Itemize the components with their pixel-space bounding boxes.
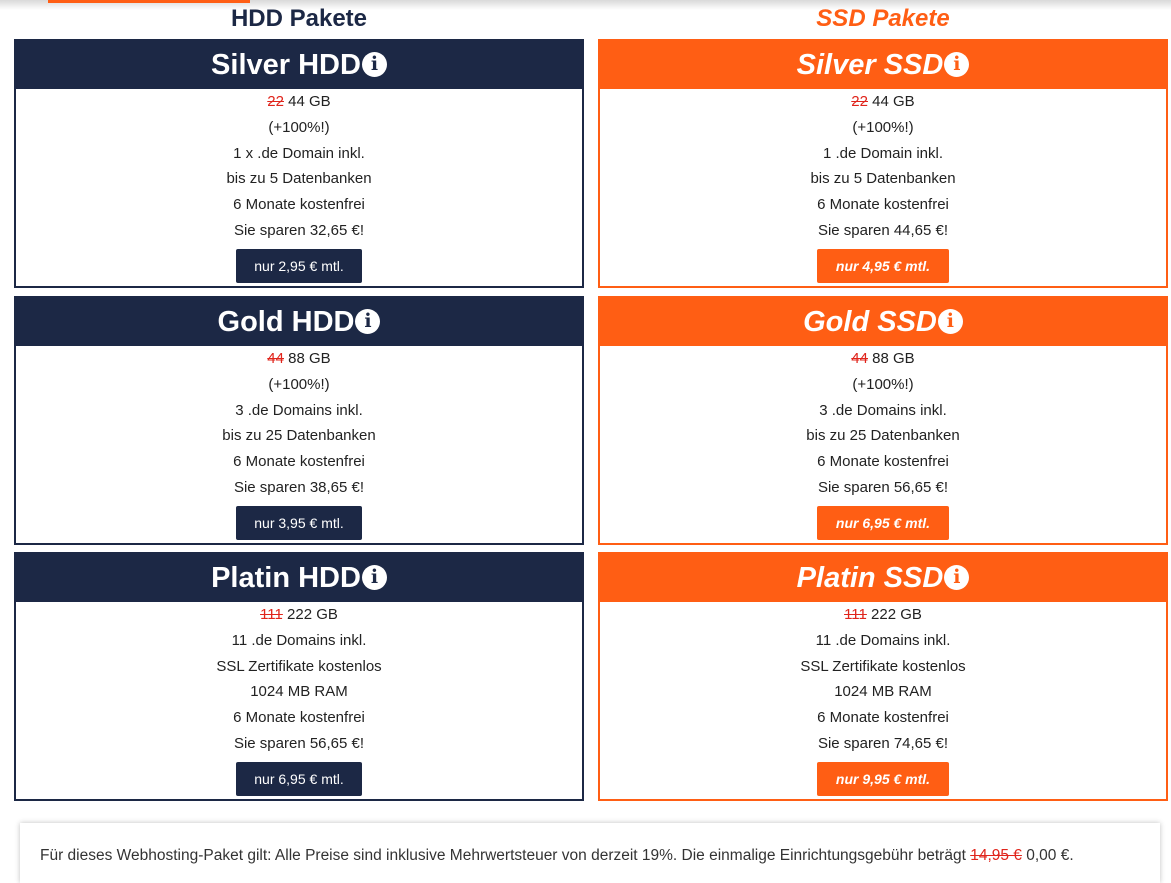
feature-line: Sie sparen 74,65 €! [817,734,949,752]
package-title: Silver SSD [796,49,944,81]
info-icon[interactable]: i [944,52,969,77]
storage: 222 GB [287,606,338,623]
price-button[interactable]: nur 6,95 € mtl. [817,506,949,540]
feature-line: 3 .de Domains inkl. [819,401,947,419]
package-features [600,89,1166,283]
package-title: Platin HDD [211,562,361,594]
feature-line: Sie sparen 44,65 €! [817,221,949,239]
feature-line: 6 Monate kostenfrei [817,453,949,471]
feature-line: 6 Monate kostenfrei [233,196,365,214]
feature-line: SSL Zertifikate kostenlos [216,657,382,675]
feature-line: Sie sparen 56,65 €! [817,478,949,496]
storage: 44 GB [872,93,915,110]
info-icon[interactable]: i [355,309,380,334]
package-header [600,298,1166,346]
storage-line [600,346,1166,372]
feature-line: 1 x .de Domain inkl. [233,144,365,162]
price-button[interactable]: nur 9,95 € mtl. [817,762,949,796]
storage: 88 GB [288,350,331,367]
storage-line [600,89,1166,115]
old-storage: 22 [851,93,868,110]
feature-line: 1 .de Domain inkl. [822,144,944,162]
package-header [600,41,1166,89]
old-setup-fee: 14,95 € [970,847,1022,864]
top-accent-bar [48,0,250,3]
feature-line: 6 Monate kostenfrei [817,709,949,727]
package-features [16,346,582,540]
feature-line: 6 Monate kostenfrei [233,453,365,471]
package-card-silver-ssd [598,39,1168,288]
package-card-platin-hdd [14,552,584,801]
hdd-column-title: HDD Pakete [230,5,368,32]
feature-line: bis zu 25 Datenbanken [806,427,960,445]
storage-line [600,602,1166,628]
pricing-note [20,823,1160,883]
package-features [600,602,1166,796]
storage: 88 GB [872,350,915,367]
feature-line: (+100%!) [852,375,914,393]
old-storage: 44 [851,350,868,367]
feature-line: 6 Monate kostenfrei [233,709,365,727]
feature-line: 1024 MB RAM [834,683,932,701]
package-card-gold-ssd [598,296,1168,545]
package-features [16,602,582,796]
pricing-note-body: Für dieses Webhosting-Paket gilt: Alle Preise sind inklusive Mehrwertsteuer von derzeit 19%. Die einmalige Einrichtungsgebühr beträgt [40,847,966,864]
feature-line: 11 .de Domains inkl. [815,631,951,649]
package-card-gold-hdd [14,296,584,545]
package-card-platin-ssd [598,552,1168,801]
price-button[interactable]: nur 4,95 € mtl. [817,249,949,283]
price-button[interactable]: nur 6,95 € mtl. [236,762,362,796]
feature-line: 3 .de Domains inkl. [235,401,363,419]
old-storage: 44 [267,350,284,367]
new-setup-fee: 0,00 €. [1026,847,1074,864]
old-storage: 22 [267,93,284,110]
info-icon[interactable]: i [362,565,387,590]
storage-line [16,346,582,372]
feature-line: 11 .de Domains inkl. [231,631,367,649]
package-title: Platin SSD [796,562,944,594]
package-features [600,346,1166,540]
package-title: Gold SSD [803,306,937,338]
pricing-note-text [40,847,1074,865]
ssd-column-title: SSD Pakete [816,5,950,32]
storage: 222 GB [871,606,922,623]
feature-line: 1024 MB RAM [250,683,348,701]
storage-line [16,89,582,115]
package-card-silver-hdd [14,39,584,288]
feature-line: Sie sparen 56,65 €! [233,734,365,752]
info-icon[interactable]: i [362,52,387,77]
package-header [600,554,1166,602]
storage: 44 GB [288,93,331,110]
feature-line: (+100%!) [852,118,914,136]
feature-line: (+100%!) [268,375,330,393]
package-header [16,41,582,89]
info-icon[interactable]: i [944,565,969,590]
feature-line: 6 Monate kostenfrei [817,196,949,214]
feature-line: Sie sparen 32,65 €! [233,221,365,239]
package-header [16,298,582,346]
old-storage: 111 [844,606,867,623]
old-storage: 111 [260,606,283,623]
feature-line: bis zu 5 Datenbanken [226,170,372,188]
package-title: Gold HDD [217,306,355,338]
price-button[interactable]: nur 2,95 € mtl. [236,249,362,283]
info-icon[interactable]: i [938,309,963,334]
storage-line [16,602,582,628]
feature-line: SSL Zertifikate kostenlos [800,657,966,675]
feature-line: Sie sparen 38,65 €! [233,478,365,496]
price-button[interactable]: nur 3,95 € mtl. [236,506,362,540]
feature-line: bis zu 5 Datenbanken [810,170,956,188]
feature-line: bis zu 25 Datenbanken [222,427,376,445]
package-title: Silver HDD [211,49,361,81]
package-header [16,554,582,602]
package-features [16,89,582,283]
feature-line: (+100%!) [268,118,330,136]
